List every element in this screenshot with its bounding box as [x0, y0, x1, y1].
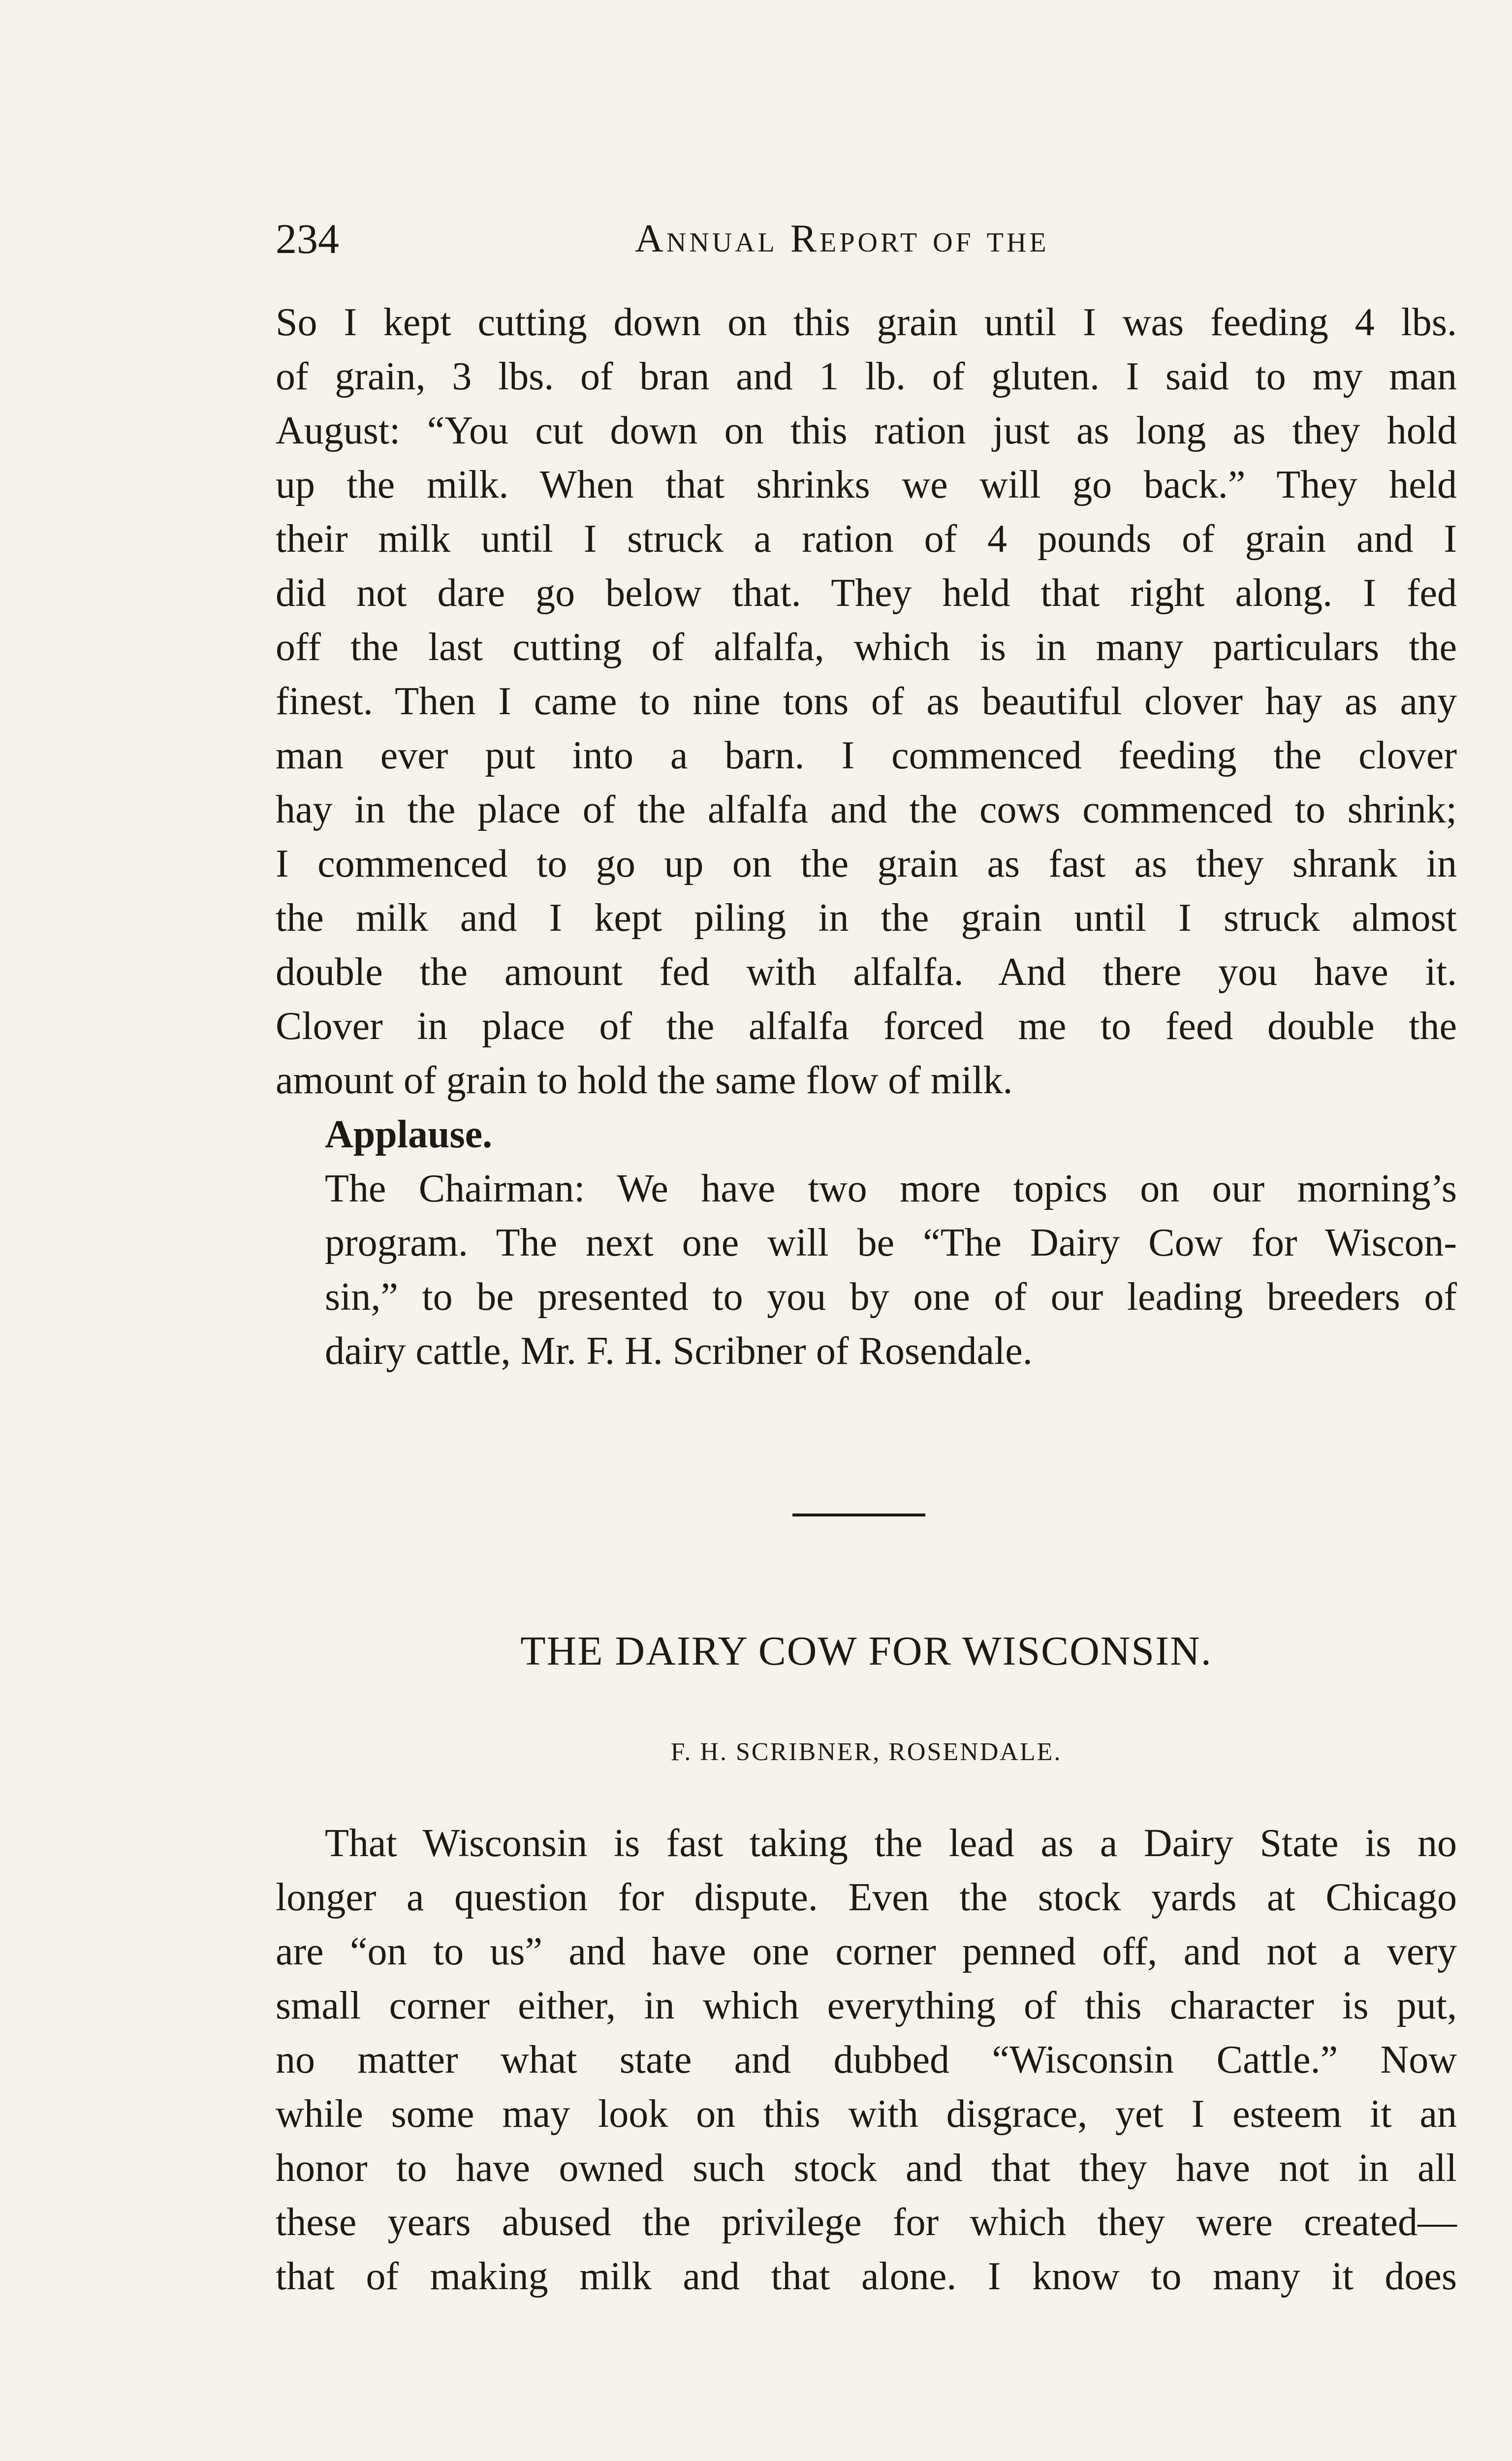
article-paragraph	[276, 1816, 1457, 2303]
text-line: the milk and I kept piling in the grain until I struck almost	[276, 896, 1457, 940]
text-line: up the milk. When that shrinks we will go back.” They held	[276, 463, 1457, 506]
running-head: Annual Report of the	[635, 217, 1049, 260]
text-line: their milk until I struck a ration of 4 pounds of grain and I	[276, 517, 1457, 561]
text-line: that of making milk and that alone. I know to many it does	[276, 2255, 1457, 2298]
applause-note: Applause.	[325, 1113, 493, 1156]
feeding-paragraph	[276, 295, 1457, 1107]
text-line: That Wisconsin is fast taking the lead as a Dairy State is no	[325, 1822, 1457, 1865]
text-line: sin,” to be presented to you by one of our leading breeders of	[325, 1275, 1457, 1319]
text-line: off the last cutting of alfalfa, which is in many particulars the	[276, 626, 1457, 669]
text-line: man ever put into a barn. I commenced feeding the clover	[276, 734, 1457, 777]
text-line: The Chairman: We have two more topics on our morning’s	[325, 1167, 1457, 1210]
page-header	[276, 212, 1457, 266]
text-line: of grain, 3 lbs. of bran and 1 lb. of gluten. I said to my man	[276, 355, 1457, 398]
text-line: I commenced to go up on the grain as fast as they shrank in	[276, 842, 1457, 885]
text-line: August: “You cut down on this ration just as long as they hold	[276, 409, 1457, 452]
text-line: So I kept cutting down on this grain until I was feeding 4 lbs.	[276, 301, 1457, 344]
section-divider	[792, 1514, 925, 1516]
discussion-text	[276, 295, 1457, 1378]
text-line: double the amount fed with alfalfa. And there you have it.	[276, 950, 1457, 994]
text-line: these years abused the privilege for which they were created—	[276, 2201, 1457, 2244]
text-line: no matter what state and dubbed “Wisconsin Cattle.” Now	[276, 2038, 1457, 2082]
author-byline: F. H. SCRIBNER, ROSENDALE.	[670, 1738, 1062, 1766]
text-line: finest. Then I came to nine tons of as beautiful clover hay as any	[276, 680, 1457, 723]
text-line: honor to have owned such stock and that they have not in all	[276, 2146, 1457, 2190]
text-line: are “on to us” and have one corner penned off, and not a very	[276, 1930, 1457, 1973]
section-title: THE DAIRY COW FOR WISCONSIN.	[520, 1628, 1212, 1674]
text-line: small corner either, in which everything of this character is put,	[276, 1984, 1457, 2027]
page-number: 234	[276, 215, 339, 262]
text-line: program. The next one will be “The Dairy Cow for Wiscon-	[325, 1221, 1457, 1264]
text-line: amount of grain to hold the same flow of milk.	[276, 1059, 1013, 1102]
text-line: while some may look on this with disgrace, yet I esteem it an	[276, 2092, 1457, 2136]
text-line: dairy cattle, Mr. F. H. Scribner of Rosendale.	[325, 1329, 1033, 1373]
text-line: Clover in place of the alfalfa forced me to feed double the	[276, 1005, 1457, 1048]
article-text	[276, 1816, 1457, 2303]
chairman-paragraph	[276, 1162, 1457, 1378]
text-line: did not dare go below that. They held that right along. I fed	[276, 571, 1457, 615]
text-line: hay in the place of the alfalfa and the cows commenced to shrink;	[276, 788, 1457, 831]
text-line: longer a question for dispute. Even the stock yards at Chicago	[276, 1876, 1457, 1919]
